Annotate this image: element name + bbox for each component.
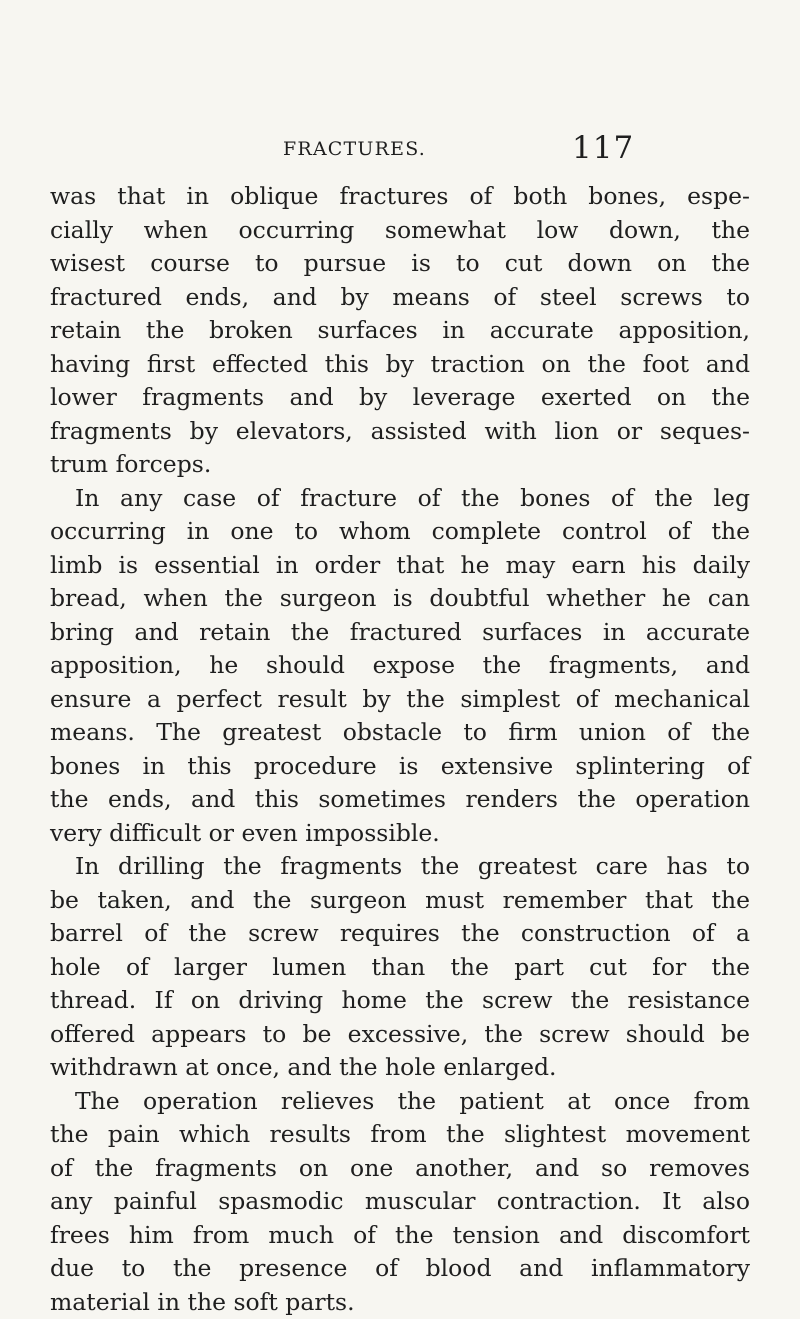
- text-line: the pain which results from the slightest movement: [50, 1118, 750, 1152]
- text-line: trum forceps.: [50, 448, 750, 482]
- paragraph-start-line: In drilling the fragments the greatest care has to: [50, 850, 750, 884]
- text-line: thread. If on driving home the screw the resistance: [50, 984, 750, 1018]
- page-number: 117: [572, 130, 634, 166]
- text-line: bring and retain the fractured surfaces in accurate: [50, 616, 750, 650]
- text-line: having first effected this by traction on the foot and: [50, 348, 750, 382]
- text-line: of the fragments on one another, and so removes: [50, 1152, 750, 1186]
- text-line: fractured ends, and by means of steel screws to: [50, 281, 750, 315]
- text-line: be taken, and the surgeon must remember that the: [50, 884, 750, 918]
- text-line: ensure a perfect result by the simplest of mechanical: [50, 683, 750, 717]
- running-head: FRACTURES.: [283, 138, 426, 160]
- text-line: offered appears to be excessive, the screw should be: [50, 1018, 750, 1052]
- text-line: barrel of the screw requires the construction of a: [50, 917, 750, 951]
- page-header: [0, 130, 800, 170]
- text-line: lower fragments and by leverage exerted on the: [50, 381, 750, 415]
- text-line: fragments by elevators, assisted with lion or seques-: [50, 415, 750, 449]
- text-line: occurring in one to whom complete control of the: [50, 515, 750, 549]
- text-line: bread, when the surgeon is doubtful whether he can: [50, 582, 750, 616]
- text-line: material in the soft parts.: [50, 1286, 750, 1319]
- text-line: any painful spasmodic muscular contraction. It also: [50, 1185, 750, 1219]
- paragraph-start-line: In any case of fracture of the bones of the leg: [50, 482, 750, 516]
- text-line: withdrawn at once, and the hole enlarged.: [50, 1051, 750, 1085]
- text-line: means. The greatest obstacle to firm union of the: [50, 716, 750, 750]
- text-line: wisest course to pursue is to cut down on the: [50, 247, 750, 281]
- text-line: retain the broken surfaces in accurate apposition,: [50, 314, 750, 348]
- text-line: the ends, and this sometimes renders the operation: [50, 783, 750, 817]
- text-line: frees him from much of the tension and discomfort: [50, 1219, 750, 1253]
- text-line: bones in this procedure is extensive splintering of: [50, 750, 750, 784]
- paragraph-start-line: The operation relieves the patient at once from: [50, 1085, 750, 1119]
- text-line: limb is essential in order that he may earn his daily: [50, 549, 750, 583]
- body-text: [50, 180, 750, 1319]
- text-line: due to the presence of blood and inflammatory: [50, 1252, 750, 1286]
- text-line: very difficult or even impossible.: [50, 817, 750, 851]
- text-line: cially when occurring somewhat low down, the: [50, 214, 750, 248]
- text-line: apposition, he should expose the fragments, and: [50, 649, 750, 683]
- text-line: hole of larger lumen than the part cut for the: [50, 951, 750, 985]
- text-line: was that in oblique fractures of both bones, espe-: [50, 180, 750, 214]
